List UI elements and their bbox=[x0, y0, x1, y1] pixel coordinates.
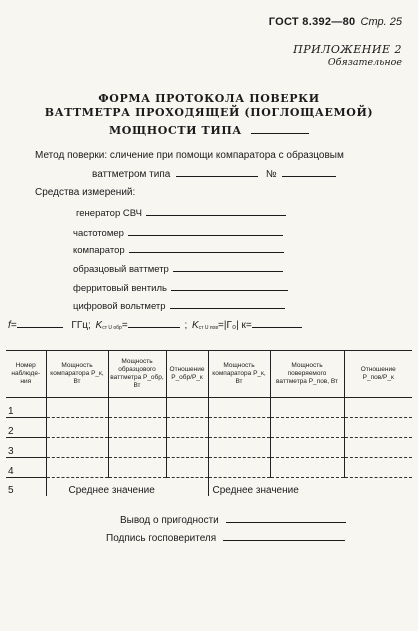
standard-number: ГОСТ 8.392—80 bbox=[268, 16, 356, 28]
k-ref-blank[interactable] bbox=[128, 318, 180, 328]
instrument-label: образцовый ваттметр bbox=[73, 264, 169, 275]
table-row bbox=[6, 418, 412, 438]
table-cell[interactable] bbox=[208, 438, 270, 458]
instrument-blank[interactable] bbox=[170, 299, 285, 309]
col-header-test-ratio: Отношение P_пов/P_к bbox=[344, 351, 412, 398]
table-cell[interactable] bbox=[166, 418, 208, 438]
appendix-status: Обязательное bbox=[327, 57, 402, 68]
k-test-gamma: =|Γ₀| к= bbox=[218, 320, 252, 331]
table-cell[interactable] bbox=[108, 458, 166, 478]
row-number: 1 bbox=[6, 398, 46, 418]
table-cell[interactable] bbox=[270, 418, 344, 438]
appendix-title: ПРИЛОЖЕНИЕ 2 bbox=[293, 43, 402, 56]
instrument-blank[interactable] bbox=[129, 243, 284, 253]
form-title-line-3: МОЩНОСТИ ТИПА bbox=[109, 124, 242, 137]
document-header bbox=[269, 16, 402, 28]
conclusion-blank[interactable] bbox=[226, 513, 346, 523]
instrument-frequency-meter bbox=[73, 226, 283, 239]
col-header-comparator-power-2: Мощность компаратора P_к, Вт bbox=[208, 351, 270, 398]
parameters-line: f= ГГц; $K_{ст U обр}=$ ; $K_{ст U пов}=|\Gamma_0|$ к= bbox=[8, 318, 302, 331]
wattmeter-type-blank[interactable] bbox=[176, 167, 258, 177]
table-cell[interactable] bbox=[270, 458, 344, 478]
mean-label-right: Среднее значение bbox=[208, 478, 412, 497]
page-number: Стр. 25 bbox=[360, 16, 402, 28]
instrument-digital-voltmeter bbox=[73, 299, 285, 312]
signature-label: Подпись госповерителя bbox=[106, 533, 217, 544]
form-title-line-2: ВАТТМЕТРА ПРОХОДЯЩЕЙ (ПОГЛОЩАЕМОЙ) bbox=[44, 106, 374, 119]
instrument-blank[interactable] bbox=[146, 206, 286, 216]
instruments-heading: Средства измерений: bbox=[35, 187, 136, 198]
signature-line bbox=[106, 531, 345, 544]
table-cell[interactable] bbox=[344, 418, 412, 438]
method-line-2 bbox=[92, 167, 336, 180]
instrument-ferrite-isolator bbox=[73, 281, 288, 294]
table-cell[interactable] bbox=[270, 398, 344, 418]
method-line-1: Метод поверки: сличение при помощи компаратора с образцовым bbox=[35, 150, 344, 161]
row-number: 2 bbox=[6, 418, 46, 438]
instrument-label: генератор СВЧ bbox=[76, 208, 142, 219]
col-header-reference-power: Мощность образцового ваттметра P_обр, Вт bbox=[108, 351, 166, 398]
instrument-reference-wattmeter bbox=[73, 262, 283, 275]
row-number: 4 bbox=[6, 458, 46, 478]
instrument-label: частотомер bbox=[73, 228, 124, 239]
instrument-comparator bbox=[73, 243, 284, 256]
k-ref-label: K bbox=[95, 320, 103, 331]
type-blank[interactable] bbox=[251, 124, 309, 134]
conclusion-line bbox=[120, 513, 346, 526]
col-header-comparator-power: Мощность компаратора P_к, Вт bbox=[46, 351, 108, 398]
mean-label-left: Среднее значение bbox=[46, 478, 208, 497]
table-row bbox=[6, 458, 412, 478]
col-header-observation: Номер наблюде-ния bbox=[6, 351, 46, 398]
form-title-line-3-wrapper bbox=[0, 119, 418, 138]
instrument-label: ферритовый вентиль bbox=[73, 283, 167, 294]
instrument-blank[interactable] bbox=[128, 226, 283, 236]
table-cell[interactable] bbox=[344, 438, 412, 458]
method-wattmeter-label: ваттметром типа bbox=[92, 169, 171, 180]
table-cell[interactable] bbox=[208, 398, 270, 418]
col-header-tested-power: Мощность поверяемого ваттметра P_пов, Вт bbox=[270, 351, 344, 398]
row-number: 3 bbox=[6, 438, 46, 458]
table-cell[interactable] bbox=[344, 398, 412, 418]
row-number: 5 bbox=[8, 485, 14, 496]
instrument-generator bbox=[76, 206, 286, 219]
instrument-label: цифровой вольтметр bbox=[73, 301, 166, 312]
instrument-label: компаратор bbox=[73, 245, 125, 256]
k-test-blank[interactable] bbox=[252, 318, 302, 328]
table-cell[interactable] bbox=[108, 438, 166, 458]
table-cell[interactable] bbox=[46, 418, 108, 438]
frequency-blank[interactable] bbox=[17, 318, 63, 328]
wattmeter-number-blank[interactable] bbox=[282, 167, 336, 177]
table-cell[interactable] bbox=[208, 418, 270, 438]
k-ref-subscript: ст U обр bbox=[102, 325, 122, 331]
table-row bbox=[6, 438, 412, 458]
table-cell[interactable] bbox=[108, 398, 166, 418]
k-ref-equals: = bbox=[121, 320, 128, 331]
table-cell[interactable] bbox=[108, 418, 166, 438]
frequency-label: f= bbox=[8, 320, 17, 331]
number-label: № bbox=[265, 169, 277, 180]
table-cell[interactable] bbox=[208, 458, 270, 478]
conclusion-label: Вывод о пригодности bbox=[120, 515, 219, 526]
table-cell[interactable] bbox=[46, 458, 108, 478]
k-test-label: K bbox=[192, 320, 199, 331]
instrument-blank[interactable] bbox=[173, 262, 283, 272]
form-title-line-1: ФОРМА ПРОТОКОЛА ПОВЕРКИ bbox=[98, 92, 320, 105]
table-cell[interactable] bbox=[166, 398, 208, 418]
table-cell[interactable] bbox=[46, 398, 108, 418]
measurement-table bbox=[6, 350, 412, 496]
col-header-ref-ratio: Отношение P_обр/P_к bbox=[166, 351, 208, 398]
signature-blank[interactable] bbox=[223, 531, 345, 541]
table-row-mean bbox=[6, 478, 412, 497]
instrument-blank[interactable] bbox=[171, 281, 288, 291]
frequency-unit: ГГц; bbox=[71, 320, 91, 331]
table-cell[interactable] bbox=[46, 438, 108, 458]
table-cell[interactable] bbox=[270, 438, 344, 458]
k-test-subscript: ст U пов bbox=[198, 325, 218, 331]
table-cell[interactable] bbox=[166, 438, 208, 458]
table-cell[interactable] bbox=[166, 458, 208, 478]
table-row bbox=[6, 398, 412, 418]
table-cell[interactable] bbox=[344, 458, 412, 478]
